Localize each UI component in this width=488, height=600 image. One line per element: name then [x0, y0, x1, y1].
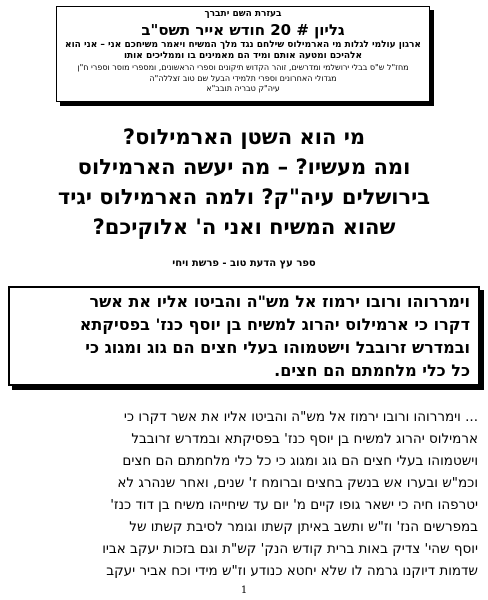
- title-line-2: ומה מעשיו? – מה יעשה הארמילוס: [77, 155, 411, 179]
- body-line-4: וכמ"ש ובערו אש בנשק בחצים וברומח ז' שנים, ואחר שנהרג לא: [117, 475, 478, 491]
- body-line-1: ... וימררוהו ורובו ירמוז אל מש"ה והביטו אליו את אשר דקרו כי: [123, 409, 478, 425]
- title-line-1: מי הוא השטן הארמילוס?: [122, 125, 366, 149]
- quote-line-3: ובמדרש זרובבל וישטמוהו בעלי חצים הם גוג ומגוג כי: [85, 338, 470, 357]
- sources-line-2: מגדולי האחרונים וספרי תלמידי הבעל שם טוב זצללה"ה: [149, 74, 337, 83]
- title-line-3: בירושלים עיה"ק? ולמה הארמילוס יגיד: [57, 185, 431, 209]
- page-number: 1: [240, 585, 248, 596]
- header-box: [56, 6, 430, 102]
- page-title: [14, 122, 474, 242]
- quote-line-1: וימררוהו ורובו ירמוז אל מש"ה והביטו אליו את אשר: [89, 292, 470, 311]
- editor-line: עיה"ק טבריה תובב"א: [206, 84, 280, 93]
- source-reference: ספר עץ הדעת טוב - פרשת ויחי: [172, 258, 316, 269]
- organization-line-1: ארגון עולמי לגלות מי הארמילוס שילחם נגד מלך המשיח ויאמר משיחכם אני – אני הוא: [65, 40, 421, 50]
- quote-line-2: דקרו כי ארמילוס יהרוג למשיח בן יוסף כנז' בפסיקתא: [79, 315, 470, 334]
- body-line-7: יוסף שהי' צדיק באות ברית קודש הנק' קש"ת וגם בזכות יעקב אביו: [102, 541, 478, 557]
- quote-line-4: כל כלי מלחמתם הם חצים.: [274, 361, 470, 380]
- issue-title: גליון # 20 חודש אייר תשס"ב: [141, 21, 345, 39]
- body-line-5: יטרפהו חיה כי ישאר גופו קיים מ' יום עד שיחייהו משיח בן דוד כנז': [110, 497, 478, 513]
- blessing-text: בעזרת השם יתברך: [204, 9, 282, 19]
- body-line-3: וישטמוהו בעלי חצים הם גוג ומגוג כי כל כלי מלחמתם הם חצים: [122, 453, 478, 469]
- quote-box: [8, 286, 480, 386]
- body-line-8: שדמות דיוקנו גרמה לו שלא יחטא כנודע וז"ש מידי וכח אביר יעקב: [106, 563, 478, 579]
- sources-line-1: מחז"ל ש"ס בבלי ירושלמי ומדרשים, זוהר הקדוש תיקונים וספרי הראשונים, ומספרי מוסר וספרי ח"ן: [77, 63, 409, 72]
- body-line-2: ארמילוס יהרוג למשיח בן יוסף כנז' בפסיקתא ובמדרש זרובבל: [131, 431, 478, 447]
- organization-line-2: אלהיכם ומטעה אותם ומיד הם מאמינים בו וממליכים אותו: [123, 51, 363, 61]
- title-line-4: שהוא המשיח ואני ה' אלוקיכם?: [92, 215, 396, 239]
- body-text: [10, 406, 478, 582]
- body-line-6: במפרשים הנז' וז"ש ותשב באיתן קשתו וגומר לסיבת קשתו של: [129, 519, 478, 535]
